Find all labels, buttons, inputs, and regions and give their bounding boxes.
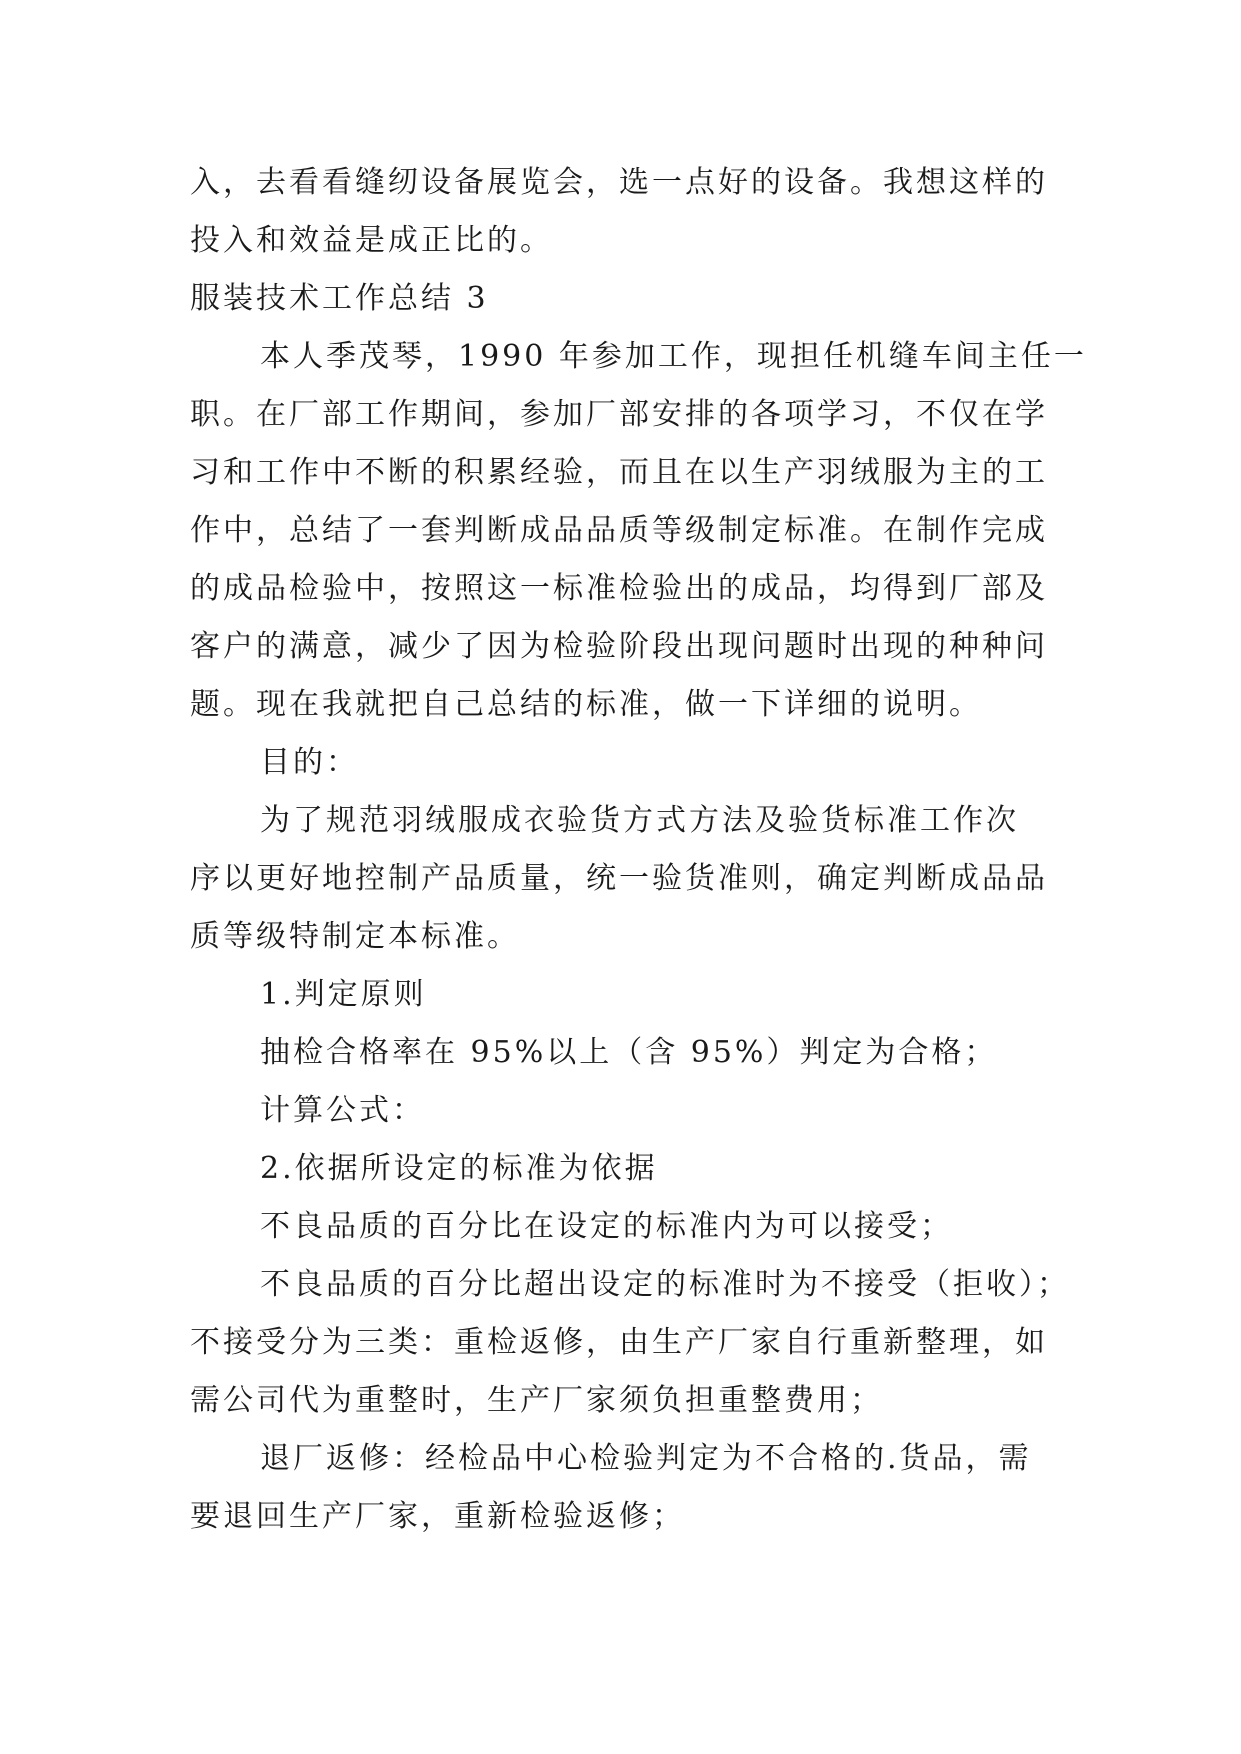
paragraph-start: 计算公式： (260, 1093, 425, 1128)
body-line: 要退回生产厂家，重新检验返修； (190, 1499, 685, 1534)
document-body (190, 154, 1087, 1546)
numbered-heading: 1.判定原则 (260, 977, 427, 1012)
paragraph-start: 不良品质的百分比在设定的标准内为可以接受； (260, 1209, 953, 1244)
body-line: 质等级特制定本标准。 (190, 919, 520, 954)
paragraph-start: 不良品质的百分比超出设定的标准时为不接受（拒收）； (260, 1267, 1070, 1302)
paragraph-start: 退厂返修：经检品中心检验判定为不合格的.货品，需 (260, 1441, 1032, 1476)
body-line: 入，去看看缝纫设备展览会，选一点好的设备。我想这样的 (190, 165, 1048, 200)
section-heading: 服装技术工作总结 3 (190, 281, 489, 316)
paragraph-start: 抽检合格率在 95%以上（含 95%）判定为合格； (260, 1035, 998, 1070)
paragraph-start: 为了规范羽绒服成衣验货方式方法及验货标准工作次 (260, 803, 1019, 838)
body-line: 客户的满意，减少了因为检验阶段出现问题时出现的种种问 (190, 629, 1048, 664)
body-line: 作中，总结了一套判断成品品质等级制定标准。在制作完成 (190, 513, 1048, 548)
purpose-heading: 目的： (260, 745, 359, 780)
numbered-heading: 2.依据所设定的标准为依据 (260, 1151, 658, 1186)
body-line: 题。现在我就把自己总结的标准，做一下详细的说明。 (190, 687, 982, 722)
body-line: 的成品检验中，按照这一标准检验出的成品，均得到厂部及 (190, 571, 1048, 606)
paragraph-start: 本人季茂琴，1990 年参加工作，现担任机缝车间主任一 (260, 339, 1087, 374)
body-line: 需公司代为重整时，生产厂家须负担重整费用； (190, 1383, 883, 1418)
body-line: 不接受分为三类：重检返修，由生产厂家自行重新整理，如 (190, 1325, 1048, 1360)
body-line: 职。在厂部工作期间，参加厂部安排的各项学习，不仅在学 (190, 397, 1048, 432)
body-line: 投入和效益是成正比的。 (190, 223, 553, 258)
body-line: 序以更好地控制产品质量，统一验货准则，确定判断成品品 (190, 861, 1048, 896)
body-line: 习和工作中不断的积累经验，而且在以生产羽绒服为主的工 (190, 455, 1048, 490)
